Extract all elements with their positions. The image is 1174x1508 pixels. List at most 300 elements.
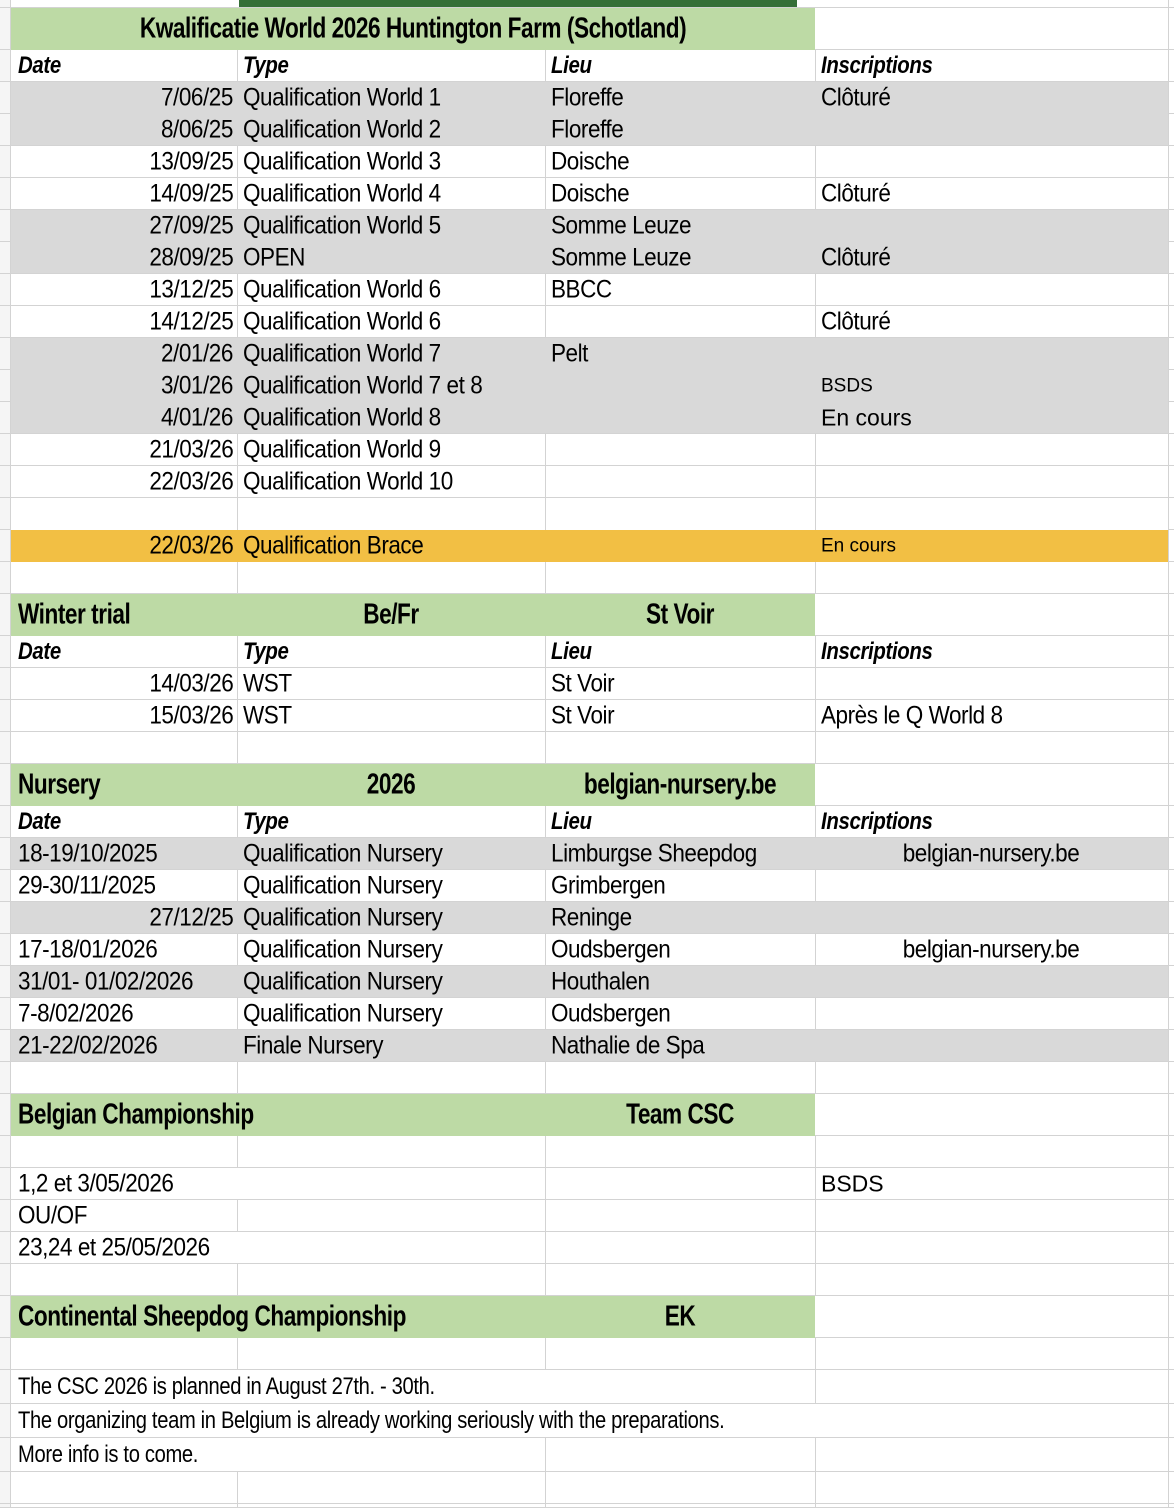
right-sliver (1168, 966, 1174, 998)
gridline (545, 1472, 546, 1504)
table-row (0, 966, 1174, 998)
gridline (237, 1200, 238, 1232)
gridline (545, 1136, 546, 1168)
table-row (0, 902, 1174, 934)
gridline (545, 732, 546, 764)
gridline (545, 1438, 546, 1472)
cell-date[interactable]: 21-22/02/2026 (18, 1031, 158, 1060)
column-header-date[interactable]: Date (18, 808, 61, 835)
right-sliver (1168, 1030, 1174, 1062)
row-margin (0, 1232, 11, 1264)
cell-date[interactable]: OU/OF (18, 1201, 88, 1230)
row-margin (0, 700, 11, 732)
table-row (0, 1232, 1174, 1264)
gridline (545, 806, 546, 838)
column-header-type[interactable]: Type (243, 808, 289, 835)
gridline (237, 998, 238, 1030)
row-margin (0, 594, 11, 636)
table-row (0, 1030, 1174, 1062)
cell-inscriptions[interactable]: En cours (821, 535, 896, 557)
right-sliver (1168, 82, 1174, 114)
column-header-date[interactable]: Date (18, 638, 61, 665)
cell-type[interactable]: Qualification World 6 (243, 307, 441, 336)
cell-lieu[interactable]: St Voir (551, 669, 615, 698)
row-margin (0, 434, 11, 466)
cell-type[interactable]: WST (243, 701, 292, 730)
gridline (815, 1438, 816, 1472)
cell-type[interactable]: Finale Nursery (243, 1031, 384, 1060)
cell-inscriptions[interactable]: Clôturé (821, 243, 891, 272)
row-margin (0, 1264, 11, 1296)
row-margin (0, 1438, 11, 1472)
cell-type[interactable]: Qualification Brace (243, 531, 424, 560)
row-margin (0, 0, 11, 8)
row-margin (0, 146, 11, 178)
gridline (545, 1264, 546, 1296)
right-sliver (1168, 0, 1174, 8)
cell-inscriptions[interactable]: En cours (821, 404, 912, 431)
gridline (237, 1338, 238, 1370)
section-subtitle[interactable]: Be/Fr (363, 598, 419, 631)
cell-type[interactable]: Qualification Nursery (243, 903, 443, 932)
right-sliver (1168, 434, 1174, 466)
highlight-row (0, 530, 1174, 562)
cell-lieu[interactable]: Reninge (551, 903, 632, 932)
right-sliver (1168, 1404, 1174, 1438)
right-sliver (1168, 466, 1174, 498)
gridline (815, 1062, 816, 1094)
table-row (0, 274, 1174, 306)
table-row (0, 178, 1174, 210)
cell-lieu[interactable]: Nathalie de Spa (551, 1031, 705, 1060)
column-header-row (0, 636, 1174, 668)
section-header-row (0, 8, 1174, 50)
right-sliver (1168, 498, 1174, 530)
gridline (815, 562, 816, 594)
row-margin (0, 668, 11, 700)
cell-date[interactable]: 22/03/26 (149, 467, 233, 496)
column-header-inscriptions[interactable]: Inscriptions (821, 808, 933, 835)
gridline (545, 1062, 546, 1094)
cell-date[interactable]: 13/12/25 (149, 275, 233, 304)
table-row (0, 82, 1174, 114)
right-sliver (1168, 732, 1174, 764)
right-sliver (1168, 338, 1174, 370)
cell-date[interactable]: 27/09/25 (149, 211, 233, 240)
gridline (237, 1136, 238, 1168)
cell-type[interactable]: Qualification World 7 et 8 (243, 371, 483, 400)
column-header-row (0, 50, 1174, 82)
column-header-lieu[interactable]: Lieu (551, 808, 592, 835)
table-row (0, 146, 1174, 178)
right-sliver (1168, 1504, 1174, 1508)
cell-date[interactable]: 31/01- 01/02/2026 (18, 967, 194, 996)
right-sliver (1168, 306, 1174, 338)
column-header-type[interactable]: Type (243, 638, 289, 665)
row-margin (0, 274, 11, 306)
row-margin (0, 1296, 11, 1338)
gridline (815, 1338, 816, 1370)
cell-type[interactable]: Qualification World 5 (243, 211, 441, 240)
section-title[interactable]: Belgian Championship (18, 1098, 254, 1131)
row-margin (0, 1472, 11, 1504)
gridline (237, 562, 238, 594)
gridline (815, 434, 816, 466)
note-row (0, 1370, 1174, 1404)
right-sliver (1168, 1438, 1174, 1472)
right-sliver (1168, 1062, 1174, 1094)
cell-lieu[interactable]: BBCC (551, 275, 612, 304)
cell-lieu[interactable]: Pelt (551, 339, 588, 368)
cell-lieu[interactable]: Doische (551, 147, 630, 176)
right-sliver (1168, 934, 1174, 966)
cell-date[interactable]: 7-8/02/2026 (18, 999, 134, 1028)
cell-inscriptions[interactable]: belgian-nursery.be (902, 935, 1080, 964)
cell-type[interactable]: Qualification Nursery (243, 935, 443, 964)
right-sliver (1168, 146, 1174, 178)
table-row (0, 114, 1174, 146)
cell-date[interactable]: 14/12/25 (149, 307, 233, 336)
section-header-row (0, 594, 1174, 636)
gridline (545, 998, 546, 1030)
right-sliver (1168, 1296, 1174, 1338)
note-row (0, 1404, 1174, 1438)
sheet-row (0, 0, 1174, 8)
right-sliver (1168, 806, 1174, 838)
column-header-row (0, 806, 1174, 838)
cell-type[interactable]: Qualification Nursery (243, 871, 443, 900)
right-sliver (1168, 562, 1174, 594)
cell-date[interactable]: 17-18/01/2026 (18, 935, 158, 964)
sheet-row[interactable] (0, 1062, 1174, 1094)
right-sliver (1168, 1168, 1174, 1200)
row-margin (0, 764, 11, 806)
right-sliver (1168, 902, 1174, 934)
cell-type[interactable]: Qualification Nursery (243, 839, 443, 868)
cell-lieu[interactable]: Somme Leuze (551, 211, 692, 240)
table-row (0, 668, 1174, 700)
cell-date[interactable]: 8/06/25 (161, 115, 233, 144)
section-location[interactable]: Team CSC (626, 1098, 734, 1131)
gridline (545, 1200, 546, 1232)
cell-type[interactable]: Qualification World 10 (243, 467, 453, 496)
row-margin (0, 178, 11, 210)
right-sliver (1168, 274, 1174, 306)
gridline (237, 50, 238, 82)
sheet-row[interactable] (0, 1338, 1174, 1370)
table-row (0, 870, 1174, 902)
gridline (545, 274, 546, 306)
gridline (815, 1370, 816, 1404)
table-row (0, 338, 1174, 370)
section-subtitle[interactable]: 2026 (366, 768, 416, 801)
row-margin (0, 1404, 11, 1438)
cell-date[interactable]: 15/03/26 (149, 701, 233, 730)
column-header-inscriptions[interactable]: Inscriptions (821, 52, 933, 79)
cell-lieu[interactable]: Houthalen (551, 967, 650, 996)
cell-inscriptions[interactable]: Clôturé (821, 179, 891, 208)
row-margin (0, 934, 11, 966)
gridline (545, 146, 546, 178)
cell-date[interactable]: 18-19/10/2025 (18, 839, 158, 868)
cell-date[interactable]: 2/01/26 (161, 339, 233, 368)
gridline (545, 178, 546, 210)
gridline (815, 934, 816, 966)
right-sliver (1168, 1136, 1174, 1168)
column-header-date[interactable]: Date (18, 52, 61, 79)
right-sliver (1168, 1338, 1174, 1370)
gridline (545, 870, 546, 902)
table-row (0, 306, 1174, 338)
right-sliver (1168, 114, 1174, 146)
right-sliver (1168, 1094, 1174, 1136)
row-margin (0, 1504, 11, 1508)
gridline (237, 1062, 238, 1094)
cell-lieu[interactable]: Floreffe (551, 83, 624, 112)
row-margin (0, 966, 11, 998)
sheet-row[interactable] (0, 732, 1174, 764)
cell-type[interactable]: Qualification World 9 (243, 435, 441, 464)
row-margin (0, 50, 11, 82)
row-margin (0, 114, 11, 146)
cell-type[interactable]: WST (243, 669, 292, 698)
right-sliver (1168, 402, 1174, 434)
gridline (237, 934, 238, 966)
note-text[interactable]: The CSC 2026 is planned in August 27th. - 30th. (18, 1373, 435, 1400)
cell-inscriptions[interactable]: belgian-nursery.be (902, 839, 1080, 868)
gridline (815, 178, 816, 210)
gridline (815, 870, 816, 902)
row-margin (0, 82, 11, 114)
table-row (0, 434, 1174, 466)
cell-date[interactable]: 1,2 et 3/05/2026 (18, 1169, 174, 1198)
section-title[interactable]: Continental Sheepdog Championship (18, 1300, 406, 1333)
gridline (815, 1232, 816, 1264)
table-row (0, 466, 1174, 498)
cell-date[interactable]: 3/01/26 (161, 371, 233, 400)
row-margin (0, 1338, 11, 1370)
gridline (815, 50, 816, 82)
right-sliver (1168, 998, 1174, 1030)
gridline (545, 668, 546, 700)
section-title[interactable]: Winter trial (18, 598, 131, 631)
cell-lieu[interactable]: Floreffe (551, 115, 624, 144)
cell-type[interactable]: Qualification World 8 (243, 403, 441, 432)
cell-date[interactable]: 22/03/26 (149, 531, 233, 560)
gridline (815, 806, 816, 838)
gridline (237, 498, 238, 530)
right-sliver (1168, 50, 1174, 82)
cell-date[interactable]: 14/03/26 (149, 669, 233, 698)
sheet-row[interactable] (0, 1136, 1174, 1168)
gridline (545, 466, 546, 498)
row-margin (0, 466, 11, 498)
cell-date[interactable]: 29-30/11/2025 (18, 871, 156, 900)
section-location[interactable]: EK (664, 1300, 696, 1333)
table-row (0, 1200, 1174, 1232)
gridline (815, 274, 816, 306)
section-title[interactable]: Kwalificatie World 2026 Huntington Farm (Schotland) (139, 12, 687, 45)
gridline (237, 466, 238, 498)
cell-type[interactable]: Qualification World 3 (243, 147, 441, 176)
row-margin (0, 1062, 11, 1094)
right-sliver (1168, 370, 1174, 402)
cell-type[interactable]: Qualification World 4 (243, 179, 441, 208)
row-margin (0, 1030, 11, 1062)
row-margin (0, 210, 11, 242)
column-header-lieu[interactable]: Lieu (551, 52, 592, 79)
gridline (815, 636, 816, 668)
column-header-lieu[interactable]: Lieu (551, 638, 592, 665)
section-header-row (0, 1296, 1174, 1338)
cell-date[interactable]: 23,24 et 25/05/2026 (18, 1233, 210, 1262)
right-sliver (1168, 1232, 1174, 1264)
note-text[interactable]: More info is to come. (18, 1441, 199, 1468)
table-row (0, 402, 1174, 434)
row-margin (0, 530, 11, 562)
section-location[interactable]: belgian-nursery.be (583, 768, 777, 801)
right-sliver (1168, 210, 1174, 242)
right-sliver (1168, 178, 1174, 210)
gridline (237, 1472, 238, 1504)
gridline (815, 668, 816, 700)
row-margin (0, 902, 11, 934)
column-header-type[interactable]: Type (243, 52, 289, 79)
gridline (545, 306, 546, 338)
cell-lieu[interactable]: Oudsbergen (551, 935, 671, 964)
gridline (237, 668, 238, 700)
row-margin (0, 838, 11, 870)
sheet-row[interactable] (0, 1504, 1174, 1508)
gridline (545, 636, 546, 668)
cell-date[interactable]: 21/03/26 (149, 435, 233, 464)
cell-lieu[interactable]: Limburgse Sheepdog (551, 839, 757, 868)
gridline (545, 498, 546, 530)
gridline (545, 934, 546, 966)
note-row (0, 1438, 1174, 1472)
row-margin (0, 636, 11, 668)
right-sliver (1168, 594, 1174, 636)
cell-lieu[interactable]: Oudsbergen (551, 999, 671, 1028)
sheet-row[interactable] (0, 1264, 1174, 1296)
cell-date[interactable]: 7/06/25 (161, 83, 233, 112)
cell-lieu[interactable]: Somme Leuze (551, 243, 692, 272)
gridline (237, 146, 238, 178)
table-row (0, 700, 1174, 732)
gridline (815, 1264, 816, 1296)
cell-date[interactable]: 27/12/25 (149, 903, 233, 932)
gridline (815, 466, 816, 498)
table-row (0, 242, 1174, 274)
gridline (815, 998, 816, 1030)
cell-type[interactable]: Qualification World 7 (243, 339, 441, 368)
cell-lieu[interactable]: Grimbergen (551, 871, 666, 900)
sheet-row[interactable] (0, 562, 1174, 594)
gridline (545, 1168, 546, 1200)
cell-inscriptions[interactable]: Clôturé (821, 83, 891, 112)
column-header-inscriptions[interactable]: Inscriptions (821, 638, 933, 665)
gridline (815, 1200, 816, 1232)
cell-lieu[interactable]: Doische (551, 179, 630, 208)
sheet-row[interactable] (0, 498, 1174, 530)
right-sliver (1168, 636, 1174, 668)
cell-type[interactable]: Qualification Nursery (243, 999, 443, 1028)
cell-date[interactable]: 4/01/26 (161, 403, 233, 432)
right-sliver (1168, 700, 1174, 732)
gridline (237, 870, 238, 902)
section-header-row (0, 1094, 1174, 1136)
right-sliver (1168, 1264, 1174, 1296)
row-margin (0, 1200, 11, 1232)
note-text[interactable]: The organizing team in Belgium is already working seriously with the preparations. (18, 1407, 725, 1434)
row-margin (0, 1370, 11, 1404)
cell-inscriptions[interactable]: Après le Q World 8 (821, 701, 1003, 730)
cell-type[interactable]: Qualification World 1 (243, 83, 441, 112)
table-row (0, 370, 1174, 402)
table-row (0, 1168, 1174, 1200)
right-sliver (1168, 242, 1174, 274)
table-row (0, 998, 1174, 1030)
right-sliver (1168, 668, 1174, 700)
gridline (815, 1168, 816, 1200)
gridline (545, 434, 546, 466)
gridline (237, 1264, 238, 1296)
cell-type[interactable]: Qualification Nursery (243, 967, 443, 996)
right-sliver (1168, 870, 1174, 902)
gridline (237, 178, 238, 210)
right-sliver (1168, 1472, 1174, 1504)
section-location[interactable]: St Voir (646, 598, 714, 631)
gridline (815, 498, 816, 530)
table-row (0, 934, 1174, 966)
gridline (815, 1136, 816, 1168)
gridline (237, 732, 238, 764)
gridline (815, 306, 816, 338)
gridline (815, 146, 816, 178)
cell-inscriptions[interactable]: Clôturé (821, 307, 891, 336)
row-margin (0, 402, 11, 434)
gridline (815, 732, 816, 764)
row-margin (0, 732, 11, 764)
row-margin (0, 1168, 11, 1200)
row-margin (0, 1094, 11, 1136)
cell-type[interactable]: OPEN (243, 243, 305, 272)
right-sliver (1168, 764, 1174, 806)
row-margin (0, 338, 11, 370)
gridline (237, 700, 238, 732)
sheet-row[interactable] (0, 1472, 1174, 1504)
cell-lieu[interactable]: St Voir (551, 701, 615, 730)
row-margin (0, 242, 11, 274)
row-margin (0, 306, 11, 338)
gridline (815, 1472, 816, 1504)
cell-type[interactable]: Qualification World 6 (243, 275, 441, 304)
row-margin (0, 1136, 11, 1168)
row-margin (0, 498, 11, 530)
gridline (237, 306, 238, 338)
cell-date[interactable]: 13/09/25 (149, 147, 233, 176)
section-title[interactable]: Nursery (18, 768, 101, 801)
right-sliver (1168, 838, 1174, 870)
cell-date[interactable]: 14/09/25 (149, 179, 233, 208)
row-margin (0, 370, 11, 402)
cell-inscriptions[interactable]: BSDS (821, 1170, 884, 1197)
cell-type[interactable]: Qualification World 2 (243, 115, 441, 144)
section-header-row (0, 764, 1174, 806)
cell-inscriptions[interactable]: BSDS (821, 375, 873, 397)
table-row (0, 210, 1174, 242)
cell-date[interactable]: 28/09/25 (149, 243, 233, 272)
